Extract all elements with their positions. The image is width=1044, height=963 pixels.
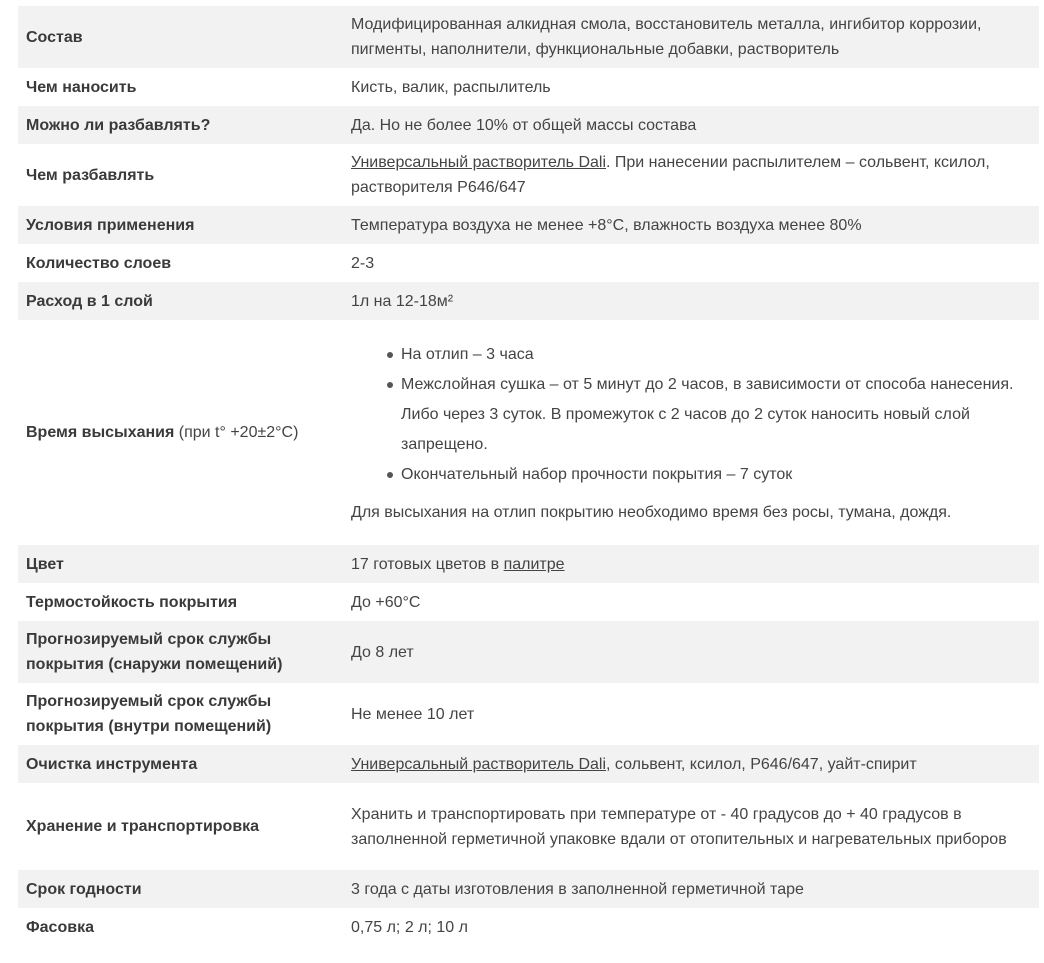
spec-row-can-dilute: [18, 106, 1039, 144]
spec-value: [344, 320, 1039, 545]
spec-value: [344, 144, 1039, 206]
spec-label: Очистка инструмента: [18, 745, 344, 783]
spec-value: Кисть, валик, распылитель: [351, 78, 551, 96]
spec-row-diluent: [18, 144, 1039, 206]
spec-row-packaging: [18, 908, 1039, 946]
list-item: На отлип – 3 часа: [401, 340, 1033, 370]
spec-value: 1л на 12-18м²: [344, 282, 1039, 320]
spec-value: Модифицированная алкидная смола, восстановитель металла, ингибитор коррозии, пигменты, наполнители, функциональные добавки, растворитель: [344, 6, 1039, 68]
product-specs-table: [18, 6, 1039, 946]
spec-row-service-life-indoor: [18, 683, 1039, 745]
solvent-product-link[interactable]: Универсальный растворитель Dali: [351, 154, 606, 171]
spec-label: Чем наносить: [26, 78, 137, 96]
palette-link[interactable]: палитре: [503, 555, 565, 573]
spec-value: Температура воздуха не менее +8°С, влажность воздуха менее 80%: [344, 206, 1039, 244]
spec-value: 2-3: [351, 254, 375, 272]
spec-row-drying-time: [18, 320, 1039, 545]
spec-label: Прогнозируемый срок службы покрытия (внутри помещений): [26, 693, 272, 735]
list-item: Межслойная сушка – от 5 минут до 2 часов, в зависимости от способа нанесения. Либо через 3 суток. В промежуток с 2 часов до 2 суток наносить новый слой запрещено.: [401, 370, 1033, 460]
spec-value-text: . При нанесении распылителем – сольвент, ксилол, растворителя Р646/647: [351, 154, 990, 196]
spec-value: [344, 745, 1039, 783]
spec-label: [18, 320, 344, 545]
spec-label: Чем разбавлять: [26, 166, 155, 184]
spec-value: Хранить и транспортировать при температуре от - 40 градусов до + 40 градусов в заполненной герметичной упаковке вдали от отопительных и нагревательных приборов: [351, 805, 1007, 848]
spec-row-composition: [18, 6, 1039, 68]
spec-value: До 8 лет: [344, 621, 1039, 683]
spec-row-storage: [18, 783, 1039, 870]
spec-row-color: [18, 545, 1039, 583]
spec-label: Количество слоев: [26, 254, 172, 272]
spec-label: Расход в 1 слой: [18, 282, 344, 320]
spec-row-service-life-outdoor: [18, 621, 1039, 683]
spec-row-application-conditions: [18, 206, 1039, 244]
spec-value: До +60°С: [351, 593, 421, 611]
solvent-product-link[interactable]: Универсальный растворитель Dali: [351, 755, 606, 773]
spec-row-application-tools: [18, 68, 1039, 106]
spec-value: Не менее 10 лет: [351, 705, 475, 723]
spec-value: 3 года с даты изготовления в заполненной герметичной таре: [344, 870, 1039, 908]
spec-row-heat-resistance: [18, 583, 1039, 621]
spec-row-layers: [18, 244, 1039, 282]
spec-label: Можно ли разбавлять?: [18, 106, 344, 144]
spec-label: Фасовка: [26, 918, 94, 936]
spec-label: Состав: [18, 6, 344, 68]
spec-row-shelf-life: [18, 870, 1039, 908]
spec-label-text: Время высыхания: [26, 424, 175, 441]
spec-value-text: 17 готовых цветов в: [351, 555, 504, 573]
spec-row-tool-cleaning: [18, 745, 1039, 783]
spec-value: 0,75 л; 2 л; 10 л: [351, 918, 468, 936]
spec-value: [344, 545, 1039, 583]
spec-row-consumption: [18, 282, 1039, 320]
spec-label: Хранение и транспортировка: [26, 818, 260, 835]
spec-value-text: , сольвент, ксилол, Р646/647, уайт-спирит: [606, 755, 917, 773]
spec-label-note: (при t° +20±2°С): [174, 424, 299, 441]
spec-label: Цвет: [18, 545, 344, 583]
drying-note: Для высыхания на отлип покрытию необходимо время без росы, тумана, дождя.: [351, 504, 952, 521]
spec-label: Срок годности: [18, 870, 344, 908]
spec-value: Да. Но не более 10% от общей массы состава: [344, 106, 1039, 144]
list-item: Окончательный набор прочности покрытия – 7 суток: [401, 460, 1033, 490]
drying-stages-list: [351, 340, 1033, 490]
spec-label: Прогнозируемый срок службы покрытия (снаружи помещений): [18, 621, 344, 683]
spec-label: Термостойкость покрытия: [26, 593, 238, 611]
spec-label: Условия применения: [18, 206, 344, 244]
